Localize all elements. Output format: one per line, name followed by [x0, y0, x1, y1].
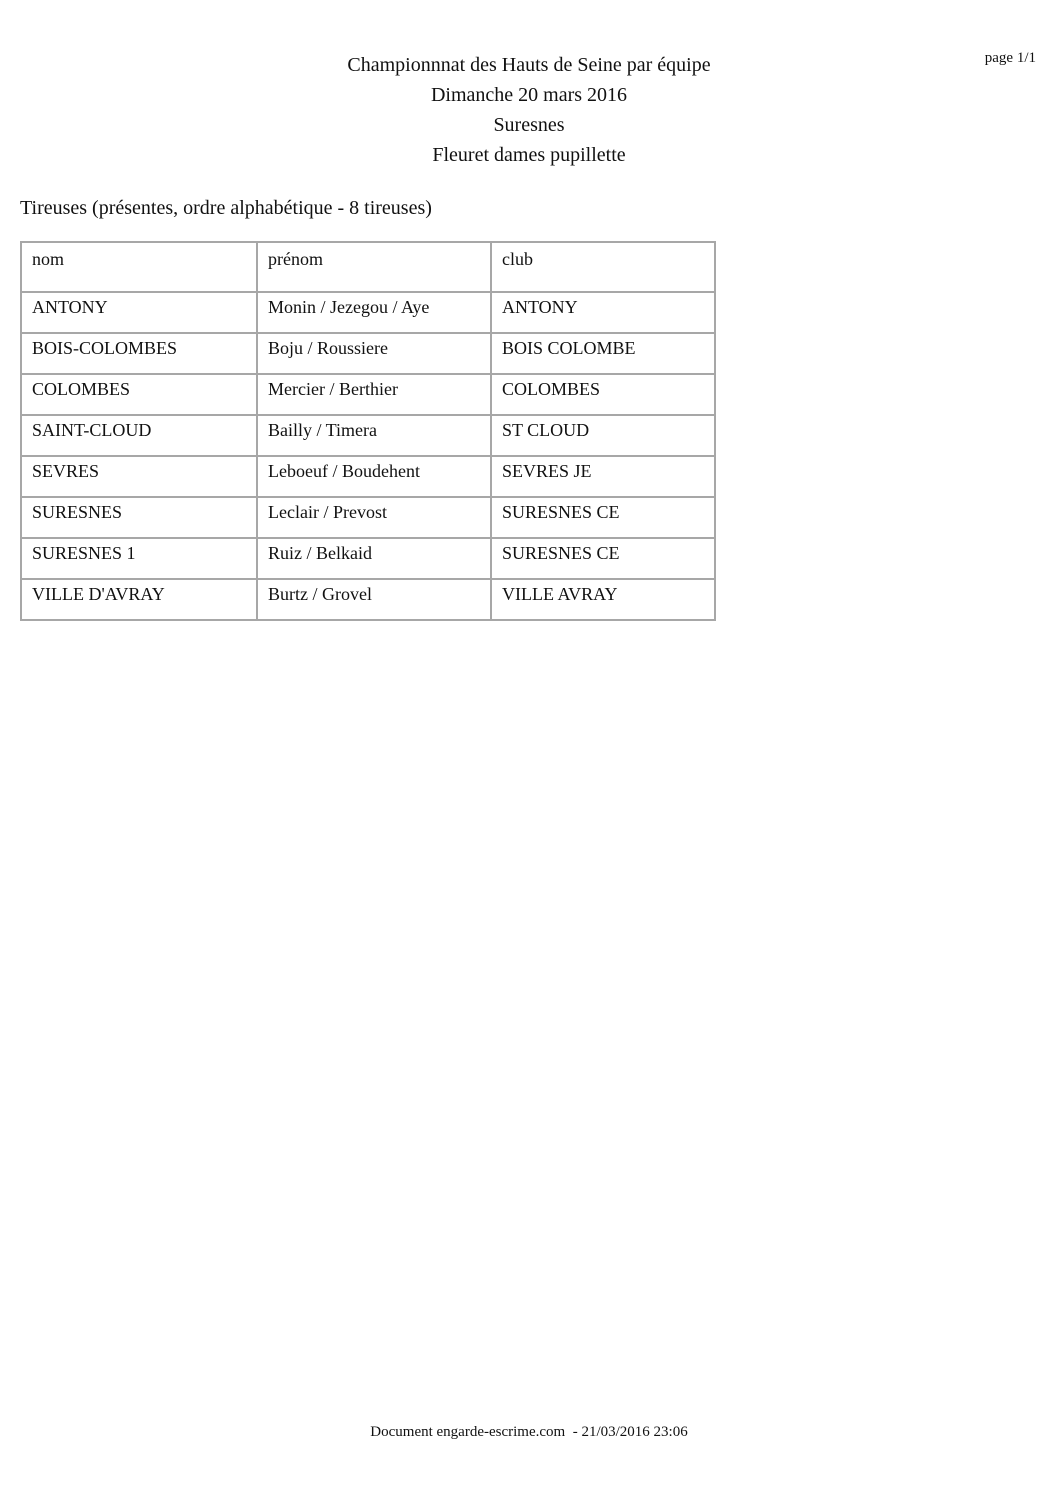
- table-row: [21, 333, 715, 374]
- cell-prenom: Burtz / Grovel: [257, 579, 491, 620]
- competition-date: Dimanche 20 mars 2016: [430, 84, 628, 106]
- cell-club: BOIS COLOMBE: [491, 333, 715, 374]
- competition-title: Championnnat des Hauts de Seine par équipe: [347, 54, 711, 76]
- table-row: [21, 538, 715, 579]
- cell-prenom: Leclair / Prevost: [257, 497, 491, 538]
- table-header-row: [21, 242, 715, 292]
- cell-nom: SURESNES 1: [21, 538, 257, 579]
- cell-club: ANTONY: [491, 292, 715, 333]
- column-header-club: club: [491, 242, 715, 292]
- cell-club: SURESNES CE: [491, 538, 715, 579]
- cell-nom: SURESNES: [21, 497, 257, 538]
- cell-nom: SAINT-CLOUD: [21, 415, 257, 456]
- cell-nom: ANTONY: [21, 292, 257, 333]
- table-row: [21, 374, 715, 415]
- column-header-nom: nom: [21, 242, 257, 292]
- cell-club: SEVRES JE: [491, 456, 715, 497]
- table-row: [21, 497, 715, 538]
- cell-club: VILLE AVRAY: [491, 579, 715, 620]
- section-title: Tireuses (présentes, ordre alphabétique - 8 tireuses): [20, 197, 432, 219]
- table-row: [21, 456, 715, 497]
- cell-club: SURESNES CE: [491, 497, 715, 538]
- document-header: [0, 50, 1058, 170]
- cell-prenom: Monin / Jezegou / Aye: [257, 292, 491, 333]
- cell-nom: COLOMBES: [21, 374, 257, 415]
- cell-nom: BOIS-COLOMBES: [21, 333, 257, 374]
- competition-location: Suresnes: [493, 114, 565, 136]
- page-number: page 1/1: [984, 50, 1036, 66]
- roster-table: [20, 241, 716, 621]
- cell-prenom: Ruiz / Belkaid: [257, 538, 491, 579]
- table-row: [21, 415, 715, 456]
- cell-prenom: Bailly / Timera: [257, 415, 491, 456]
- competition-category: Fleuret dames pupillette: [432, 144, 626, 166]
- table-row: [21, 292, 715, 333]
- cell-prenom: Leboeuf / Boudehent: [257, 456, 491, 497]
- column-header-prenom: prénom: [257, 242, 491, 292]
- cell-nom: SEVRES: [21, 456, 257, 497]
- cell-nom: VILLE D'AVRAY: [21, 579, 257, 620]
- cell-club: COLOMBES: [491, 374, 715, 415]
- cell-prenom: Mercier / Berthier: [257, 374, 491, 415]
- cell-club: ST CLOUD: [491, 415, 715, 456]
- cell-prenom: Boju / Roussiere: [257, 333, 491, 374]
- table-row: [21, 579, 715, 620]
- document-footer: Document engarde-escrime.com - 21/03/2016 23:06: [370, 1424, 688, 1440]
